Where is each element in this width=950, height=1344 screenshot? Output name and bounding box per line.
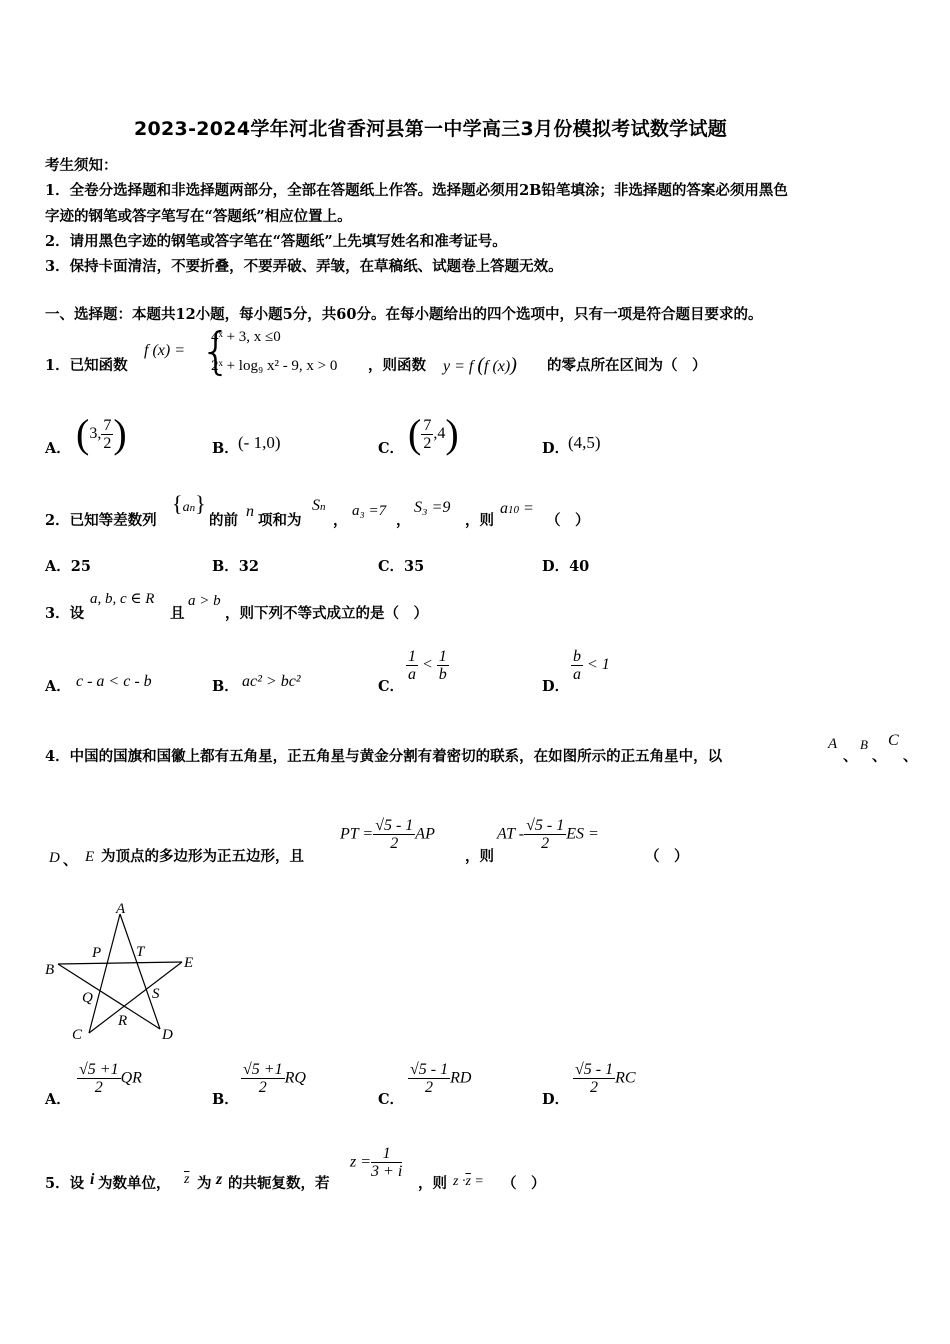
q5-zbar: $\overline{z}$ bbox=[184, 1172, 190, 1187]
q4-label-d: D． bbox=[542, 1091, 570, 1108]
q5-text-4: 的共轭复数，若 bbox=[228, 1175, 330, 1192]
q5-text-2: 为数单位， bbox=[98, 1175, 171, 1192]
q4-option-a-vec: QR bbox=[120, 1069, 142, 1087]
q3-option-a: c - a < c - b bbox=[76, 673, 152, 690]
star-label-d: D bbox=[162, 1027, 173, 1043]
q1-case-2: 2ˣ + log₉ x² - 9, x > 0 bbox=[211, 358, 338, 374]
q1-prefix: 1．已知函数 bbox=[45, 357, 128, 374]
q2-option-d: D．40 bbox=[542, 558, 590, 575]
q3-cond-1: a, b, c ∈ R bbox=[90, 591, 155, 607]
q4-point-e: E bbox=[85, 849, 95, 865]
q3-text-1: 3．设 bbox=[45, 605, 85, 622]
star-label-c: C bbox=[72, 1027, 83, 1043]
q4-option-c-vec: RD bbox=[450, 1069, 472, 1087]
q2-option-b: B．32 bbox=[212, 558, 259, 575]
q2-s3: S₃ =9 bbox=[414, 499, 451, 516]
q2-text-6: （ ） bbox=[546, 512, 590, 529]
q4-option-d: $\frac{√5 - 1}{2}$ RC bbox=[575, 1061, 636, 1096]
star-label-e: E bbox=[184, 955, 194, 971]
q1-suffix: 的零点所在区间为（ ） bbox=[547, 357, 707, 374]
q4-line-1: 4．中国的国旗和国徽上都有五角星，正五角星与黄金分割有着密切的联系，在如图所示的正五角星中，以 bbox=[45, 748, 723, 765]
q3-option-b: ac² > bc² bbox=[242, 673, 301, 690]
q1-label-b: B． bbox=[212, 440, 239, 457]
q3-text-3: ，则下列不等式成立的是（ ） bbox=[225, 605, 428, 622]
q4-sep-1: 、 bbox=[843, 748, 858, 765]
q4-sep-3: 、 bbox=[903, 748, 918, 765]
q1-option-c: ( $\frac{7}{2}$ ,4) bbox=[408, 411, 459, 456]
q4-label-b: B． bbox=[212, 1091, 239, 1108]
q2-sn: Sn bbox=[312, 497, 326, 514]
q2-comma-2: ， bbox=[396, 512, 411, 529]
q2-a10: a10 = bbox=[500, 500, 534, 517]
q2-option-a: A．25 bbox=[45, 558, 91, 575]
page-title: 2023-2024学年河北省香河县第一中学高三3月份模拟考试数学试题 bbox=[134, 118, 728, 140]
q4-line-2c: （ ） bbox=[645, 848, 689, 865]
q4-option-c: $\frac{√5 - 1}{2}$ RD bbox=[410, 1061, 472, 1096]
q4-label-a: A． bbox=[45, 1091, 71, 1108]
star-label-q: Q bbox=[82, 990, 93, 1006]
q2-text-2: 的前 bbox=[209, 512, 238, 529]
q1-option-a: (3, $\frac{7}{2}$ ) bbox=[76, 411, 127, 456]
q4-sep-2: 、 bbox=[872, 748, 887, 765]
q1-label-d: D． bbox=[542, 440, 570, 457]
q5-equation: z = $\frac{1}{3 + i}$ bbox=[350, 1145, 403, 1180]
notice-line-1: 1．全卷分选择题和非选择题两部分，全部在答题纸上作答。选择题必须用2B铅笔填涂；非选择题的答案必须用黑色 bbox=[45, 182, 788, 199]
q3-cond-2: a > b bbox=[188, 593, 221, 609]
q1-label-a: A． bbox=[45, 440, 71, 457]
q1-option-b: (- 1,0) bbox=[238, 433, 281, 452]
q2-text-5: ，则 bbox=[465, 512, 494, 529]
q5-text-5: ，则 bbox=[418, 1175, 447, 1192]
q1-composite: y = f (f (x)) bbox=[443, 354, 517, 376]
notice-heading: 考生须知： bbox=[45, 157, 118, 174]
notice-line-1b: 字迹的钢笔或答字笔写在“答题纸”相应位置上。 bbox=[45, 208, 352, 225]
q2-text-3: 项和为 bbox=[258, 512, 302, 529]
star-label-p: P bbox=[92, 945, 102, 961]
q5-text-3: 为 bbox=[197, 1175, 212, 1192]
q3-text-2: 且 bbox=[170, 605, 185, 622]
q4-expression: AT - $\frac{√5 - 1}{2}$ ES = bbox=[497, 817, 599, 852]
star-label-b: B bbox=[45, 962, 55, 978]
q4-option-c-num: √5 - 1 bbox=[410, 1061, 449, 1078]
q1-brace: { bbox=[200, 322, 232, 380]
q3-option-d: $\frac{b}{a}$ < 1 bbox=[573, 648, 610, 683]
q4-point-a: A bbox=[828, 736, 838, 752]
star-label-a: A bbox=[116, 901, 126, 917]
q2-option-c: C．35 bbox=[378, 558, 425, 575]
q3-label-c: C． bbox=[378, 678, 405, 695]
notice-line-3: 3．保持卡面清洁，不要折叠，不要弄破、弄皱，在草稿纸、试题卷上答题无效。 bbox=[45, 258, 563, 275]
star-label-t: T bbox=[136, 944, 145, 960]
q4-sep-4: 、 bbox=[63, 852, 78, 869]
q1-option-d: (4,5) bbox=[568, 433, 601, 452]
q4-option-b: $\frac{√5 +1}{2}$ RQ bbox=[243, 1061, 306, 1096]
q1-label-c: C． bbox=[378, 440, 405, 457]
q2-text-1: 2．已知等差数列 bbox=[45, 512, 157, 529]
q4-point-c: C bbox=[888, 732, 899, 749]
q1-case-1: 4ˣ + 3, x ≤0 bbox=[211, 329, 281, 345]
q2-seq: {an} bbox=[172, 491, 206, 516]
q3-label-a: A． bbox=[45, 678, 71, 695]
q3-option-c: $\frac{1}{a}$ < $\frac{1}{b}$ bbox=[408, 648, 447, 683]
q5-text-6: （ ） bbox=[502, 1175, 546, 1192]
q2-n: n bbox=[246, 503, 254, 520]
q4-line-2b: ，则 bbox=[465, 848, 494, 865]
q4-option-a-num: √5 +1 bbox=[79, 1061, 119, 1078]
q5-z: z bbox=[216, 1171, 223, 1188]
section-heading: 一、选择题：本题共12小题，每小题5分，共60分。在每小题给出的四个选项中，只有一项是符合题目要求的。 bbox=[45, 306, 763, 323]
q5-product: $z \cdot\overline{z}$ = bbox=[453, 1174, 484, 1189]
q4-option-d-vec: RC bbox=[615, 1069, 636, 1087]
notice-line-2: 2．请用黑色字迹的钢笔或答字笔在“答题纸”上先填写姓名和准考证号。 bbox=[45, 233, 507, 250]
q2-a3: a₃ =7 bbox=[352, 503, 387, 519]
star-label-s: S bbox=[152, 986, 160, 1002]
star-label-r: R bbox=[118, 1013, 128, 1029]
q4-condition: PT = $\frac{√5 - 1}{2}$ AP bbox=[340, 817, 435, 852]
q4-option-b-vec: RQ bbox=[284, 1069, 306, 1087]
q3-label-b: B． bbox=[212, 678, 239, 695]
q4-point-d: D bbox=[49, 850, 60, 866]
q2-comma-1: ， bbox=[333, 512, 348, 529]
q4-point-b: B bbox=[860, 737, 868, 752]
pentagram-figure bbox=[40, 898, 210, 1050]
q5-text-1: 5．设 bbox=[45, 1175, 85, 1192]
q4-option-d-num: √5 - 1 bbox=[575, 1061, 614, 1078]
q4-label-c: C． bbox=[378, 1091, 405, 1108]
q1-mid: ，则函数 bbox=[368, 357, 426, 374]
q4-line-2a: 为顶点的多边形为正五边形，且 bbox=[101, 848, 304, 865]
q1-fx: f (x) = bbox=[144, 342, 186, 359]
q4-option-a: $\frac{√5 +1}{2}$ QR bbox=[79, 1061, 142, 1096]
q4-option-b-num: √5 +1 bbox=[243, 1061, 283, 1078]
q3-label-d: D． bbox=[542, 678, 570, 695]
q5-i: i bbox=[90, 1171, 95, 1188]
